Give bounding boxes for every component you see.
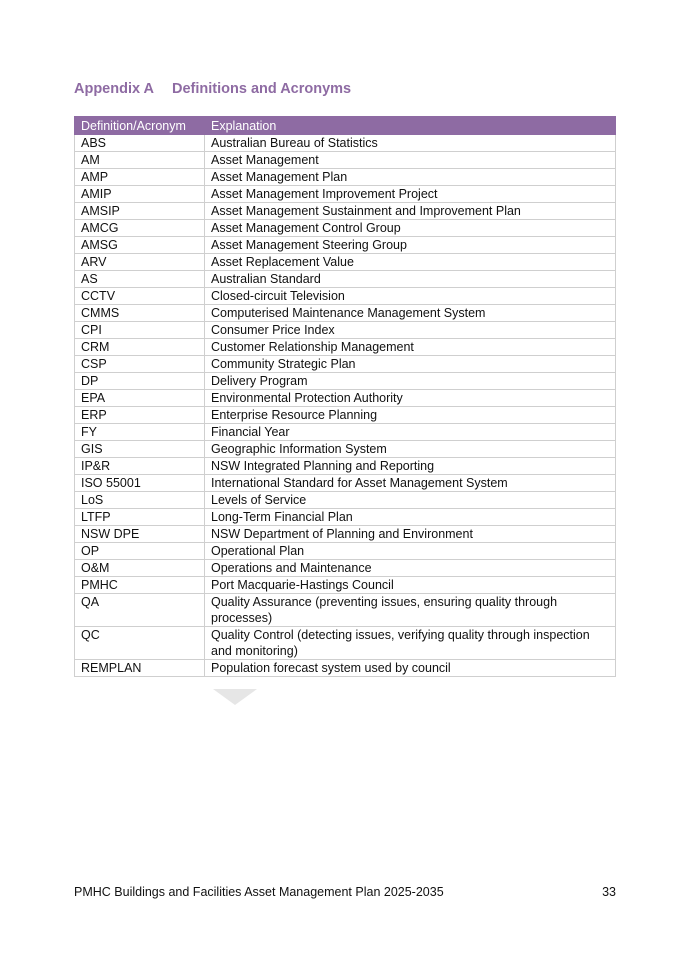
acronym-cell: CSP [75,356,205,373]
explanation-cell: NSW Integrated Planning and Reporting [205,458,616,475]
explanation-cell: Asset Replacement Value [205,254,616,271]
acronym-cell: QA [75,594,205,627]
explanation-cell: Population forecast system used by council [205,660,616,677]
acronym-cell: ISO 55001 [75,475,205,492]
table-row [75,560,616,577]
explanation-cell: Asset Management [205,152,616,169]
table-row [75,305,616,322]
explanation-cell: Delivery Program [205,373,616,390]
explanation-cell: Financial Year [205,424,616,441]
table-header-row [75,117,616,135]
column-header-explanation: Explanation [205,117,616,135]
explanation-cell: Asset Management Plan [205,169,616,186]
explanation-cell: Geographic Information System [205,441,616,458]
explanation-cell: Port Macquarie-Hastings Council [205,577,616,594]
table-row [75,339,616,356]
table-row [75,203,616,220]
acronym-cell: QC [75,627,205,660]
table-row [75,458,616,475]
table-row [75,373,616,390]
acronym-cell: IP&R [75,458,205,475]
acronym-cell: AMP [75,169,205,186]
table-row [75,441,616,458]
acronym-cell: OP [75,543,205,560]
table-row [75,237,616,254]
explanation-cell: Quality Assurance (preventing issues, ensuring quality through processes) [205,594,616,627]
acronym-cell: AMSG [75,237,205,254]
table-row [75,407,616,424]
explanation-cell: Australian Bureau of Statistics [205,135,616,152]
explanation-cell: Community Strategic Plan [205,356,616,373]
explanation-cell: Long-Term Financial Plan [205,509,616,526]
acronym-cell: FY [75,424,205,441]
acronym-cell: EPA [75,390,205,407]
table-row [75,220,616,237]
appendix-label: Appendix A [74,81,155,97]
table-row [75,288,616,305]
explanation-cell: International Standard for Asset Management System [205,475,616,492]
explanation-cell: Operations and Maintenance [205,560,616,577]
acronym-cell: AMSIP [75,203,205,220]
table-row [75,356,616,373]
footer-document-title: PMHC Buildings and Facilities Asset Management Plan 2025-2035 [74,885,444,899]
explanation-cell: Consumer Price Index [205,322,616,339]
explanation-cell: Enterprise Resource Planning [205,407,616,424]
table-row [75,186,616,203]
column-header-acronym: Definition/Acronym [75,117,205,135]
table-row [75,475,616,492]
table-row [75,627,616,660]
table-row [75,254,616,271]
table-row [75,492,616,509]
explanation-cell: Environmental Protection Authority [205,390,616,407]
explanation-cell: Asset Management Sustainment and Improvement Plan [205,203,616,220]
explanation-cell: Australian Standard [205,271,616,288]
table-row [75,660,616,677]
acronym-cell: GIS [75,441,205,458]
acronym-cell: CCTV [75,288,205,305]
acronym-cell: ARV [75,254,205,271]
explanation-cell: Quality Control (detecting issues, verifying quality through inspection and monitoring) [205,627,616,660]
acronym-cell: CMMS [75,305,205,322]
table-row [75,169,616,186]
explanation-cell: Operational Plan [205,543,616,560]
acronym-cell: CRM [75,339,205,356]
acronym-cell: LoS [75,492,205,509]
explanation-cell: Computerised Maintenance Management System [205,305,616,322]
table-row [75,271,616,288]
acronym-cell: LTFP [75,509,205,526]
explanation-cell: NSW Department of Planning and Environment [205,526,616,543]
explanation-cell: Closed-circuit Television [205,288,616,305]
table-row [75,526,616,543]
acronym-cell: AM [75,152,205,169]
table-row [75,390,616,407]
explanation-cell: Asset Management Steering Group [205,237,616,254]
explanation-cell: Asset Management Control Group [205,220,616,237]
table-row [75,577,616,594]
explanation-cell: Asset Management Improvement Project [205,186,616,203]
page-footer [74,885,616,899]
acronym-cell: AMIP [75,186,205,203]
table-row [75,322,616,339]
acronym-cell: ABS [75,135,205,152]
table-body [75,135,616,677]
explanation-cell: Customer Relationship Management [205,339,616,356]
table-row [75,543,616,560]
table-row [75,509,616,526]
table-row [75,594,616,627]
appendix-title: Definitions and Acronyms [172,81,352,97]
appendix-heading [74,81,351,97]
table-row [75,135,616,152]
acronym-cell: NSW DPE [75,526,205,543]
acronym-cell: AS [75,271,205,288]
acronym-cell: PMHC [75,577,205,594]
acronym-cell: CPI [75,322,205,339]
acronym-cell: ERP [75,407,205,424]
table-row [75,152,616,169]
acronym-cell: AMCG [75,220,205,237]
decorative-chevron-shape [213,689,257,705]
explanation-cell: Levels of Service [205,492,616,509]
acronym-cell: DP [75,373,205,390]
acronym-cell: O&M [75,560,205,577]
acronym-cell: REMPLAN [75,660,205,677]
table-row [75,424,616,441]
footer-page-number: 33 [602,885,616,899]
definitions-table [74,116,616,677]
